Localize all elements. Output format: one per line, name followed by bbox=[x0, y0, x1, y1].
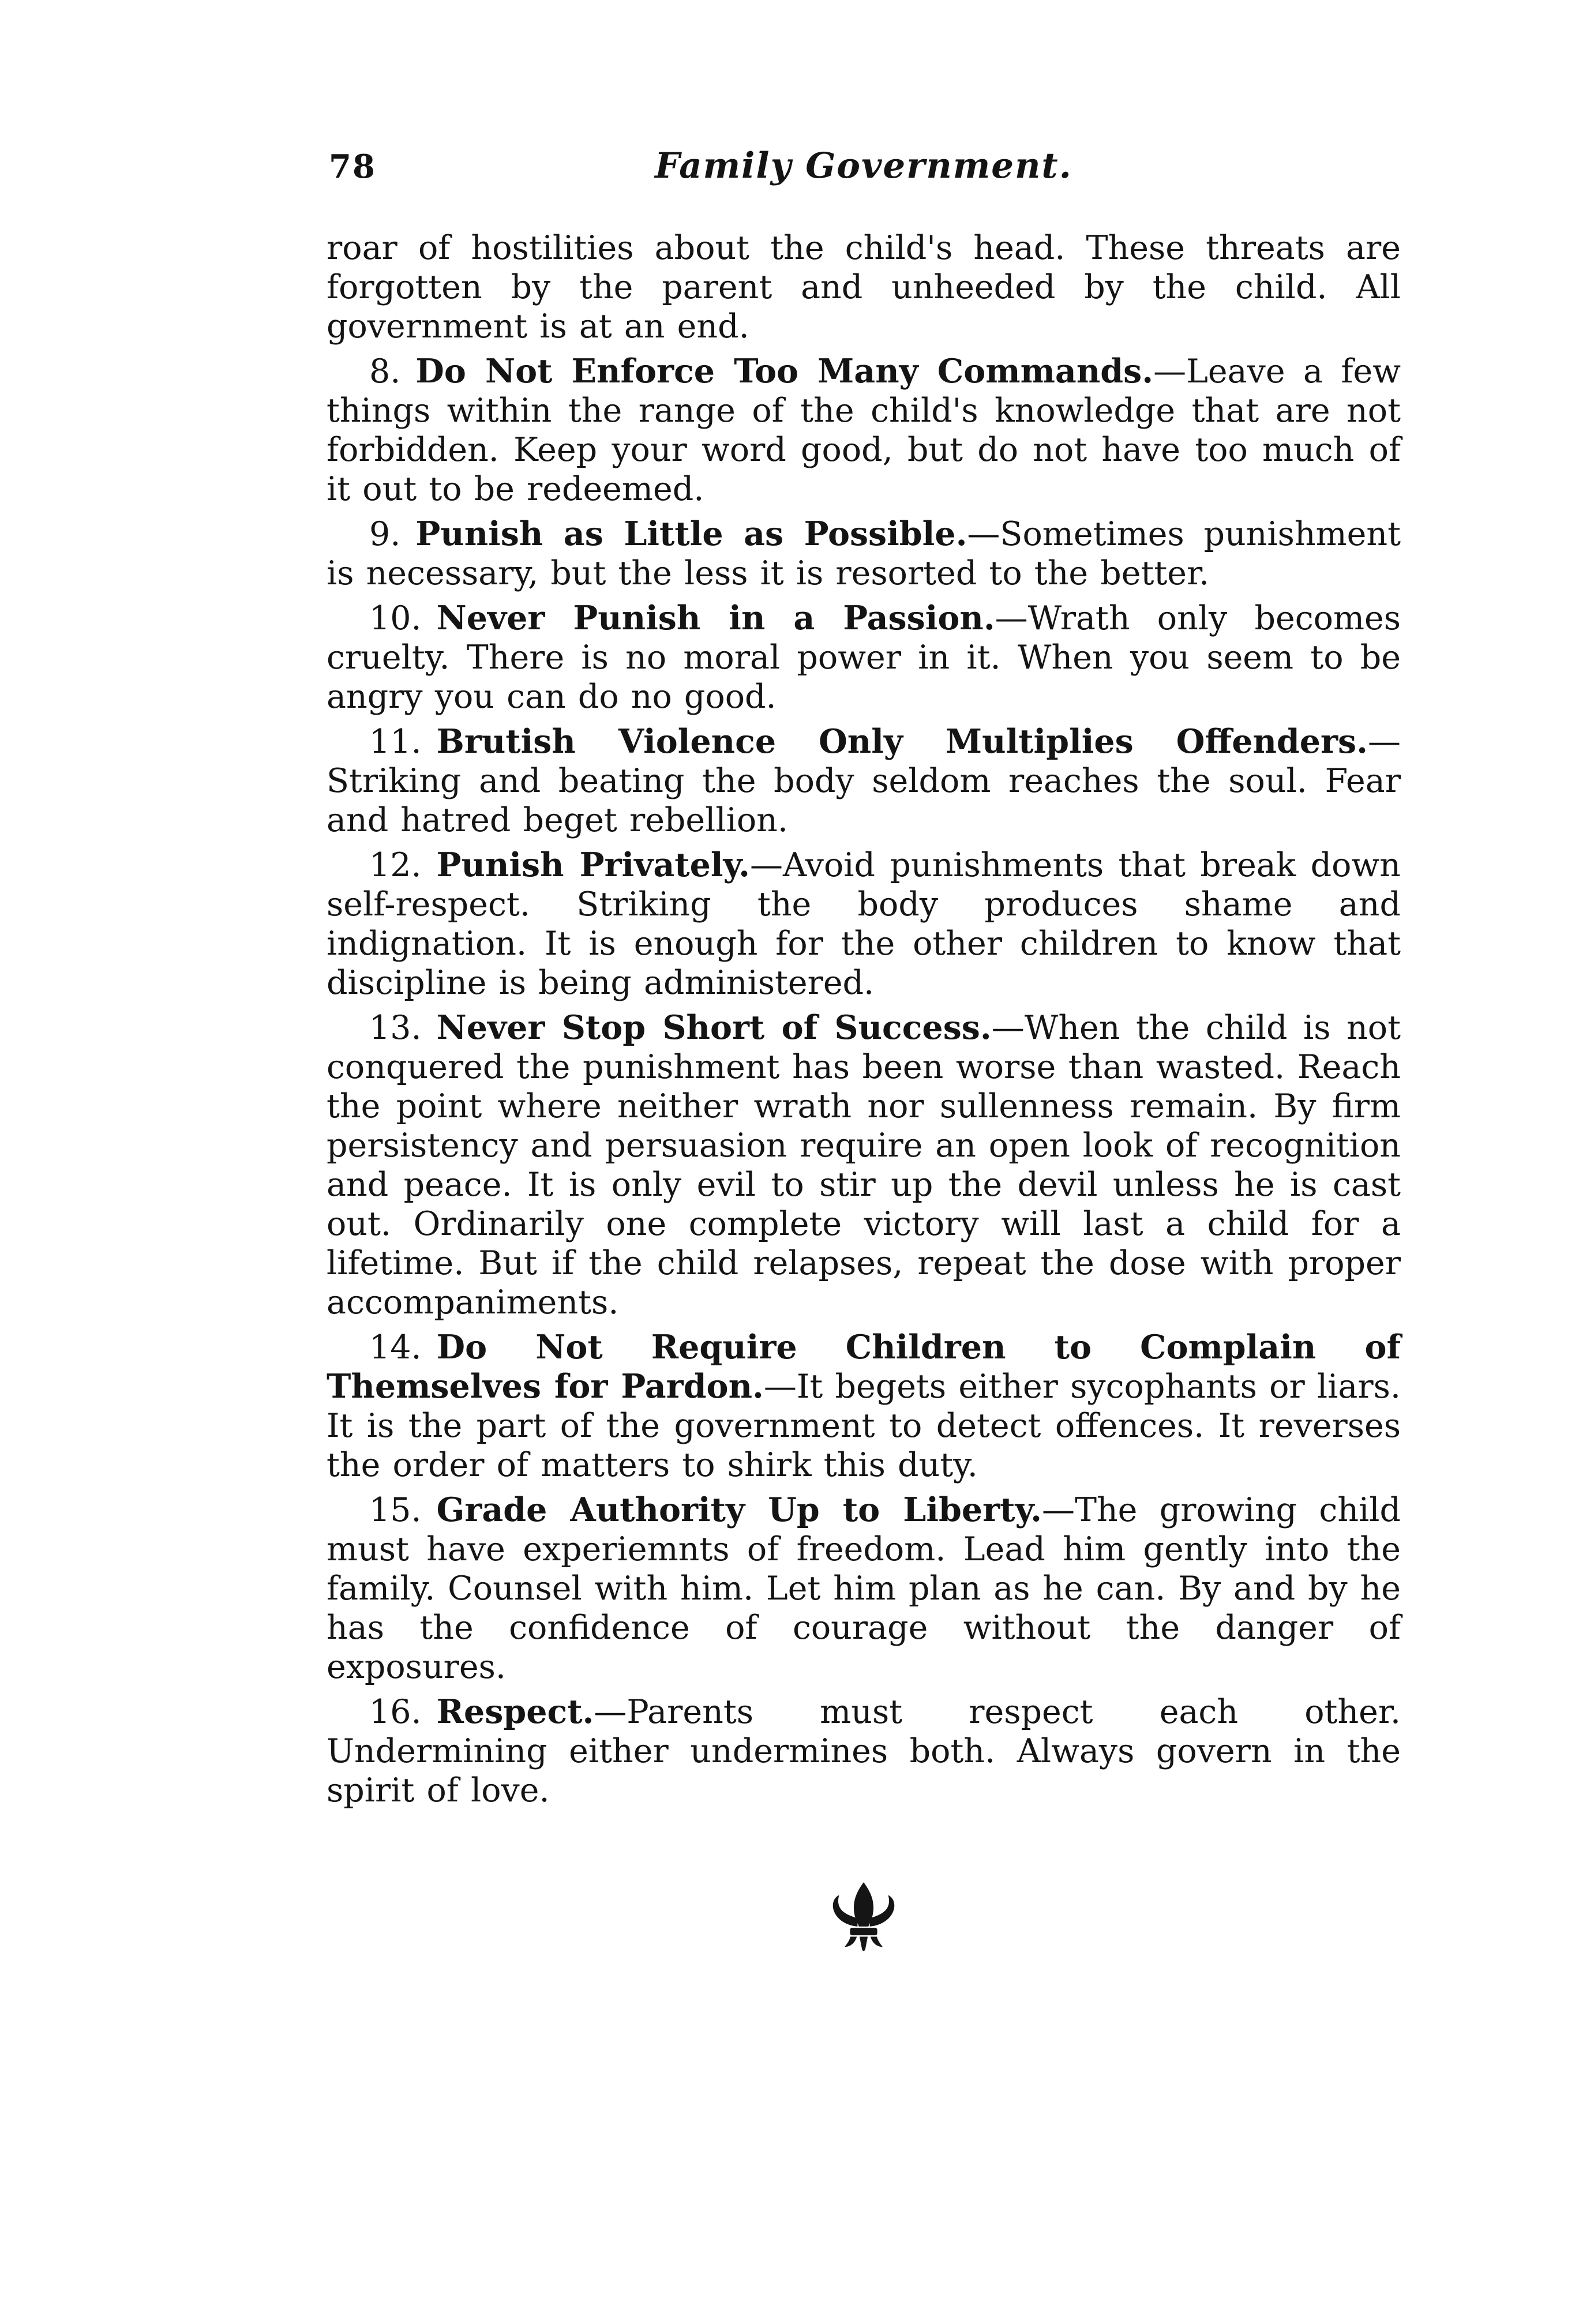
paragraph-heading: Do Not Enforce Too Many Commands. bbox=[415, 352, 1154, 391]
paragraph-text: —When the child is not conquered the punishment has been worse than wasted. Reach the point where neither wrath nor sullenness remain. By firm persistency and persuasion require an open look of recognition and peace. It is only evil to stir up the devil unless he is cast out. Ordinarily one complete victory will last a child for a lifetime. But if the child relapses, repeat the dose with proper accompaniments. bbox=[327, 1009, 1401, 1321]
paragraph bbox=[327, 1328, 1401, 1485]
paragraph bbox=[327, 1692, 1401, 1810]
paragraph-heading: Punish as Little as Possible. bbox=[415, 515, 967, 553]
paragraph-number: 10. bbox=[369, 599, 422, 637]
paragraph-number: 15. bbox=[369, 1491, 422, 1529]
paragraph-text: —Avoid punishments that break down self-respect. Striking the body produces shame and indignation. It is enough for the other children to know that discipline is being administered. bbox=[327, 846, 1401, 1002]
paragraph-heading: Respect. bbox=[436, 1692, 594, 1731]
paragraph-text: —Parents must respect each other. Undermining either undermines both. Always govern in the spirit of love. bbox=[327, 1693, 1401, 1809]
paragraph-text: —Striking and beating the body seldom reaches the soul. Fear and hatred beget rebellion. bbox=[327, 723, 1401, 839]
paragraph bbox=[327, 1490, 1401, 1687]
paragraph-heading: Punish Privately. bbox=[436, 846, 750, 884]
paragraph-text: —The growing child must have experiemnts of freedom. Lead him gently into the family. Counsel with him. Let him plan as he can. By and by he has the confidence of courage without the danger of exposures. bbox=[327, 1491, 1401, 1686]
paragraph bbox=[327, 599, 1401, 716]
fleur-de-lis-icon bbox=[830, 1882, 898, 1972]
paragraph bbox=[327, 722, 1401, 840]
ornament-container bbox=[327, 1882, 1401, 1974]
paragraph-text: —Leave a few things within the range of the child's knowledge that are not forbidden. Keep your word good, but do not have too much of it out to be redeemed. bbox=[327, 352, 1401, 508]
page-number: 78 bbox=[329, 148, 376, 186]
paragraph-heading: Never Stop Short of Success. bbox=[436, 1008, 992, 1047]
paragraph-heading: Brutish Violence Only Multiplies Offenders. bbox=[436, 722, 1368, 761]
paragraph-heading: Do Not Require Children to Complain of Themselves for Pardon. bbox=[327, 1328, 1401, 1406]
paragraph bbox=[327, 515, 1401, 593]
paragraph-number: 9. bbox=[369, 515, 401, 553]
paragraph bbox=[327, 1008, 1401, 1322]
paragraph-heading: Never Punish in a Passion. bbox=[436, 599, 995, 637]
paragraph bbox=[327, 352, 1401, 509]
paragraph-text: —It begets either sycophants or liars. It is the part of the government to detect offences. It reverses the order of matters to shirk this duty. bbox=[327, 1368, 1401, 1484]
paragraph bbox=[327, 228, 1401, 346]
paragraph bbox=[327, 846, 1401, 1003]
paragraph-text: roar of hostilities about the child's head. These threats are forgotten by the parent and unheeded by the child. All government is at an end. bbox=[327, 229, 1401, 346]
paragraph-heading: Grade Authority Up to Liberty. bbox=[436, 1490, 1042, 1529]
page-title: Family Government. bbox=[655, 145, 1072, 186]
paragraph-number: 8. bbox=[369, 352, 401, 391]
paragraph-number: 14. bbox=[369, 1328, 422, 1366]
page-header bbox=[327, 145, 1401, 195]
paragraph-number: 16. bbox=[369, 1693, 422, 1731]
paragraph-number: 11. bbox=[369, 723, 422, 761]
paragraph-number: 12. bbox=[369, 846, 422, 884]
paragraph-number: 13. bbox=[369, 1009, 422, 1047]
page-content bbox=[327, 145, 1401, 1974]
body-text bbox=[327, 228, 1401, 1810]
paragraph-text: —Sometimes punishment is necessary, but the less it is resorted to the better. bbox=[327, 515, 1401, 592]
paragraph-text: —Wrath only becomes cruelty. There is no moral power in it. When you seem to be angry you can do no good. bbox=[327, 599, 1401, 716]
